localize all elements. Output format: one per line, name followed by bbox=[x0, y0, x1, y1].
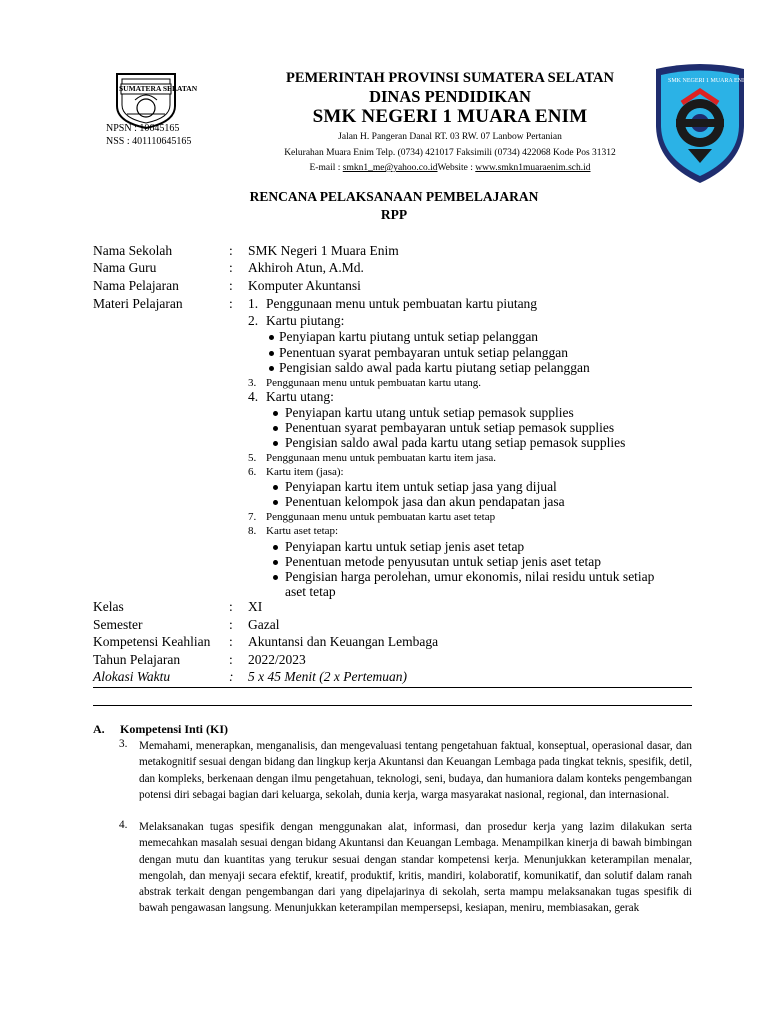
divider bbox=[93, 687, 692, 688]
website-label: Website : bbox=[437, 163, 476, 173]
section-letter: A. bbox=[93, 722, 105, 736]
bullet-icon bbox=[273, 545, 278, 550]
info-value: Akhiroh Atun, A.Md. bbox=[248, 260, 364, 275]
materi-item: 8. Kartu aset tetap: bbox=[248, 525, 339, 537]
header-department: DINAS PENDIDIKAN bbox=[369, 87, 531, 106]
info-label: Kompetensi Keahlian bbox=[93, 634, 211, 649]
info-colon: : bbox=[229, 278, 233, 293]
info-value: Akuntansi dan Keuangan Lembaga bbox=[248, 634, 439, 649]
website-link[interactable]: www.smkn1muaraenim.sch.id bbox=[475, 163, 591, 173]
info-label: Nama Pelajaran bbox=[93, 278, 179, 293]
info-value: Gazal bbox=[248, 617, 280, 632]
materi-subitem: Penentuan metode penyusutan untuk setiap jenis aset tetap bbox=[285, 554, 602, 569]
email-label: E-mail : bbox=[309, 163, 343, 173]
materi-subitem: Pengisian harga perolehan, umur ekonomis, nilai residu untuk setiap bbox=[285, 569, 655, 584]
info-label: Materi Pelajaran bbox=[93, 296, 183, 311]
info-value: 2022/2023 bbox=[248, 652, 306, 667]
materi-subitem: Penentuan syarat pembayaran untuk setiap pelanggan bbox=[279, 345, 569, 360]
info-label: Alokasi Waktu bbox=[93, 669, 171, 684]
materi-subitem: Penyiapan kartu untuk setiap jenis aset tetap bbox=[285, 539, 525, 554]
ki3-paragraph: Memahami, menerapkan, menganalisis, dan mengevaluasi tentang pengetahuan faktual, konseptual, operasional dasar, dan metakognitif sesuai dengan bidang dan lingkup kerja Akuntansi dan Keuangan Lembaga pada tingkat teknis, spesifik, detil, dan kompleks, berkenaan dengan ilmu pengetahuan, teknologi, seni, budaya, dan humaniora dalam konteks pengembangan potensi diri sebagai bagian dari keluarga, sekolah, dunia kerja, warga masyarakat nasional, regional, dan internasional. bbox=[139, 740, 692, 801]
bullet-icon bbox=[273, 560, 278, 565]
materi-subitem: Pengisian saldo awal pada kartu piutang setiap pelanggan bbox=[279, 360, 590, 375]
info-label: Nama Guru bbox=[93, 260, 157, 275]
bullet-icon bbox=[273, 441, 278, 446]
header-address-phone: Kelurahan Muara Enim Telp. (0734) 421017 Faksimili (0734) 422068 Kode Pos 31312 bbox=[284, 148, 616, 158]
materi-item: 4. Kartu utang: bbox=[248, 389, 334, 404]
info-label: Tahun Pelajaran bbox=[93, 652, 181, 667]
info-value: XI bbox=[248, 599, 263, 614]
province-emblem-logo bbox=[113, 70, 198, 130]
info-label: Semester bbox=[93, 617, 143, 632]
materi-subitem: Penyiapan kartu item untuk setiap jasa yang dijual bbox=[285, 479, 557, 494]
materi-subitem: Penentuan kelompok jasa dan akun pendapatan jasa bbox=[285, 494, 565, 509]
divider bbox=[93, 705, 692, 706]
email-link[interactable]: smkn1_me@yahoo.co.id bbox=[342, 163, 438, 173]
materi-item: 3. Penggunaan menu untuk pembuatan kartu utang. bbox=[248, 377, 482, 389]
info-value: 5 x 45 Menit (2 x Pertemuan) bbox=[248, 669, 407, 684]
bullet-icon bbox=[269, 335, 274, 340]
header-province: PEMERINTAH PROVINSI SUMATERA SELATAN bbox=[285, 70, 615, 86]
info-colon: : bbox=[229, 617, 233, 632]
materi-item: 7. Penggunaan menu untuk pembuatan kartu aset tetap bbox=[248, 511, 496, 523]
bullet-icon bbox=[273, 575, 278, 580]
materi-subitem: Penyiapan kartu utang untuk setiap pemasok supplies bbox=[285, 405, 574, 420]
materi-item: 6. Kartu item (jasa): bbox=[248, 466, 344, 478]
nss-text: NSS : 401110645165 bbox=[106, 136, 192, 147]
materi-item: 5. Penggunaan menu untuk pembuatan kartu item jasa. bbox=[248, 452, 497, 464]
info-colon: : bbox=[229, 296, 233, 311]
materi-subitem: Pengisian saldo awal pada kartu utang setiap pemasok supplies bbox=[285, 435, 626, 450]
header-school-name: SMK NEGERI 1 MUARA ENIM bbox=[312, 106, 588, 127]
bullet-icon bbox=[269, 351, 274, 356]
bullet-icon bbox=[273, 500, 278, 505]
info-colon: : bbox=[229, 669, 234, 684]
document-title: RENCANA PELAKSANAAN PEMBELAJARAN bbox=[249, 189, 539, 204]
materi-subitem: Penentuan syarat pembayaran untuk setiap pemasok supplies bbox=[285, 420, 615, 435]
materi-item: 2. Kartu piutang: bbox=[248, 313, 345, 328]
bullet-icon bbox=[269, 366, 274, 371]
header-contact bbox=[250, 160, 650, 176]
bullet-icon bbox=[273, 411, 278, 416]
info-colon: : bbox=[229, 634, 233, 649]
npsn-text: NPSN : 10645165 bbox=[106, 123, 180, 134]
materi-subitem-continued: aset tetap bbox=[285, 584, 336, 599]
bullet-icon bbox=[273, 426, 278, 431]
header-address-street: Jalan H. Pangeran Danal RT. 03 RW. 07 Lanbow Pertanian bbox=[338, 132, 562, 142]
info-colon: : bbox=[229, 599, 233, 614]
logo-left-text: SUMATERA SELATAN bbox=[119, 84, 198, 93]
info-value: Komputer Akuntansi bbox=[248, 278, 361, 293]
info-colon: : bbox=[229, 260, 233, 275]
materi-subitem: Penyiapan kartu piutang untuk setiap pelanggan bbox=[279, 329, 539, 344]
logo-right-text: SMK NEGERI 1 MUARA ENIM bbox=[668, 78, 750, 84]
materi-item: 1. Penggunaan menu untuk pembuatan kartu piutang bbox=[248, 296, 538, 311]
paragraph-number: 4. bbox=[119, 819, 128, 831]
info-colon: : bbox=[229, 243, 233, 258]
info-colon: : bbox=[229, 652, 233, 667]
document-subtitle: RPP bbox=[380, 207, 408, 222]
info-label: Nama Sekolah bbox=[93, 243, 173, 258]
section-a-heading bbox=[93, 722, 228, 737]
ki4-paragraph: Melaksanakan tugas spesifik dengan menggunakan alat, informasi, dan prosedur kerja yang lazim dilakukan serta memecahkan masalah sesuai dengan bidang Akuntansi dan Keuangan Lembaga. Menampilkan kinerja di bawah bimbingan dengan mutu dan kuantitas yang terukur sesuai dengan standar kompetensi kerja. Menunjukkan keterampilan menalar, mengolah, dan menyaji secara efektif, kreatif, produktif, kritis, mandiri, kolaboratif, komunikatif, dan solutif dalam ranah abstrak terkait dengan pengembangan dari yang dipelajarinya di sekolah, serta mampu melaksanakan tugas spesifik di bawah pengawasan langsung. Menunjukkan keterampilan mempersepsi, kesiapan, meniru, membiasakan, gerak bbox=[139, 821, 692, 915]
bullet-icon bbox=[273, 485, 278, 490]
paragraph-number: 3. bbox=[119, 738, 128, 750]
info-label: Kelas bbox=[93, 599, 124, 614]
info-value: SMK Negeri 1 Muara Enim bbox=[248, 243, 399, 258]
section-title: Kompetensi Inti (KI) bbox=[120, 722, 228, 736]
